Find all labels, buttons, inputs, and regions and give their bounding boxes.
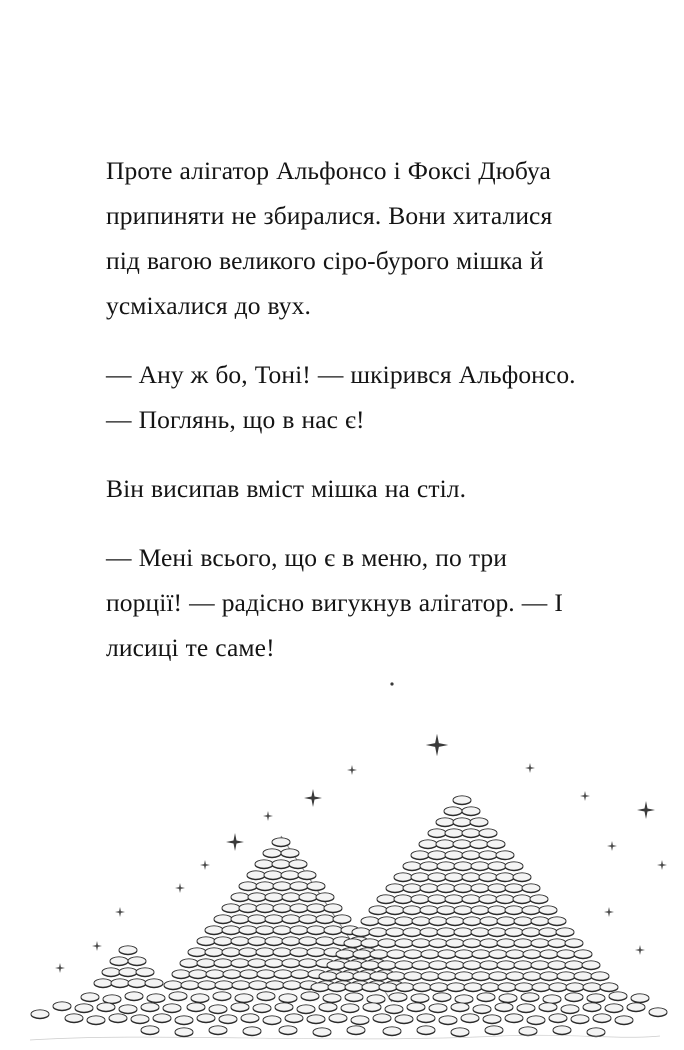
paragraph-3: Він висипав вміст мішка на стіл. <box>106 474 467 503</box>
paragraph-2: — Ану ж бо, Тоні! — шкірився Альфонсо. — Поглянь, що в нас є! <box>106 360 576 434</box>
pile-of-coins-illustration <box>0 650 684 1050</box>
paragraph-1: Проте алігатор Альфонсо і Фоксі Дюбуа припиняти не збиралися. Вони хиталися під вагою великого сіро-бурого мішка й усміхалися до вух. <box>106 156 553 320</box>
page-text <box>106 148 586 670</box>
paragraph-4: — Мені всього, що є в меню, по три порції! — радісно вигукнув алігатор. — І лисиці те саме! <box>106 543 563 662</box>
